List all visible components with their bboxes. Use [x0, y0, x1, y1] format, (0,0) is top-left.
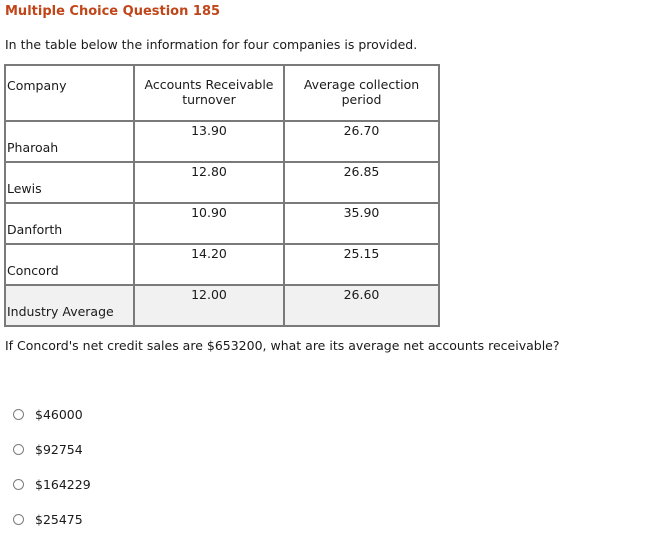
table-row-industry-average [5, 285, 439, 326]
ar-turnover-value: 12.80 [134, 162, 284, 203]
header-ar-turnover: Accounts Receivable turnover [134, 65, 284, 121]
company-name: Industry Average [5, 285, 134, 326]
answer-options [13, 399, 91, 539]
question-prompt: If Concord's net credit sales are $653200, what are its average net accounts receivable? [5, 338, 560, 353]
table-header-row [5, 65, 439, 121]
table-row [5, 162, 439, 203]
company-name: Pharoah [5, 121, 134, 162]
radio-button[interactable] [13, 514, 24, 525]
table-row [5, 244, 439, 285]
collection-period-value: 26.70 [284, 121, 439, 162]
collection-period-value: 26.85 [284, 162, 439, 203]
table-row [5, 203, 439, 244]
answer-option-label[interactable]: $46000 [35, 407, 83, 422]
answer-option-label[interactable]: $92754 [35, 442, 83, 457]
ar-turnover-value: 10.90 [134, 203, 284, 244]
question-title: Multiple Choice Question 185 [5, 4, 221, 19]
table-row [5, 121, 439, 162]
collection-period-value: 35.90 [284, 203, 439, 244]
answer-option-4[interactable] [13, 504, 91, 539]
company-name: Danforth [5, 203, 134, 244]
answer-option-label[interactable]: $25475 [35, 512, 83, 527]
answer-option-label[interactable]: $164229 [35, 477, 91, 492]
company-table [4, 64, 440, 327]
radio-button[interactable] [13, 409, 24, 420]
answer-option-1[interactable] [13, 399, 91, 434]
ar-turnover-value: 13.90 [134, 121, 284, 162]
header-company: Company [5, 65, 134, 121]
answer-option-2[interactable] [13, 434, 91, 469]
collection-period-value: 25.15 [284, 244, 439, 285]
ar-turnover-value: 12.00 [134, 285, 284, 326]
question-intro: In the table below the information for four companies is provided. [5, 37, 418, 52]
company-name: Concord [5, 244, 134, 285]
collection-period-value: 26.60 [284, 285, 439, 326]
radio-button[interactable] [13, 479, 24, 490]
header-collection-period: Average collection period [284, 65, 439, 121]
radio-button[interactable] [13, 444, 24, 455]
ar-turnover-value: 14.20 [134, 244, 284, 285]
answer-option-3[interactable] [13, 469, 91, 504]
company-name: Lewis [5, 162, 134, 203]
